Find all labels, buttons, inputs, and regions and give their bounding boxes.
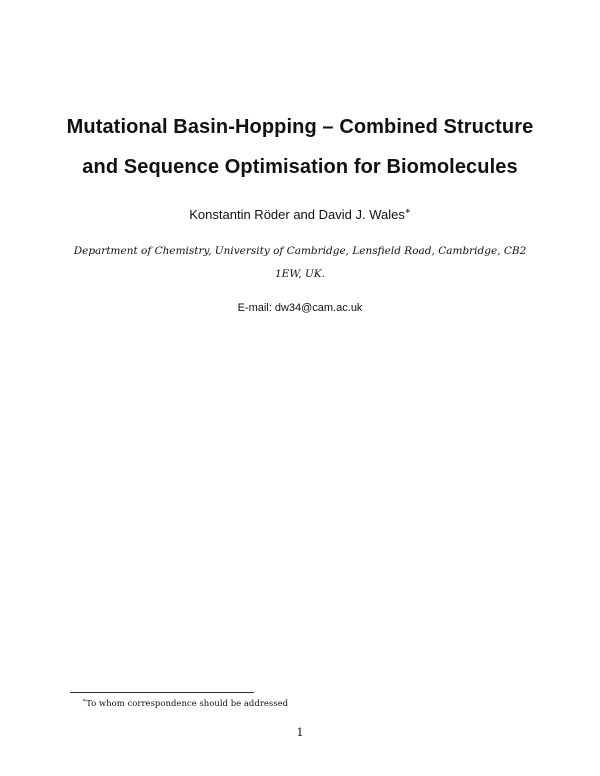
affiliation-line-1: Department of Chemistry, University of Cambridge, Lensfield Road, Cambridge, CB2 bbox=[73, 245, 527, 257]
author-list bbox=[0, 207, 600, 222]
footnote-text: To whom correspondence should be addressed bbox=[86, 699, 289, 709]
footnote-mark: ∗ bbox=[82, 697, 87, 704]
corresponding-author-mark: ∗ bbox=[404, 208, 411, 215]
paper-title-line-1: Mutational Basin-Hopping – Combined Structure bbox=[66, 116, 534, 138]
paper-title-line-2: and Sequence Optimisation for Biomolecules bbox=[82, 156, 518, 178]
page-number: 1 bbox=[296, 726, 304, 739]
footnote bbox=[82, 697, 288, 709]
author-names: Konstantin Röder and David J. Wales bbox=[189, 207, 405, 222]
footnote-divider bbox=[70, 692, 254, 693]
contact-email: E-mail: dw34@cam.ac.uk bbox=[237, 302, 363, 314]
affiliation-line-2: 1EW, UK. bbox=[274, 268, 325, 280]
